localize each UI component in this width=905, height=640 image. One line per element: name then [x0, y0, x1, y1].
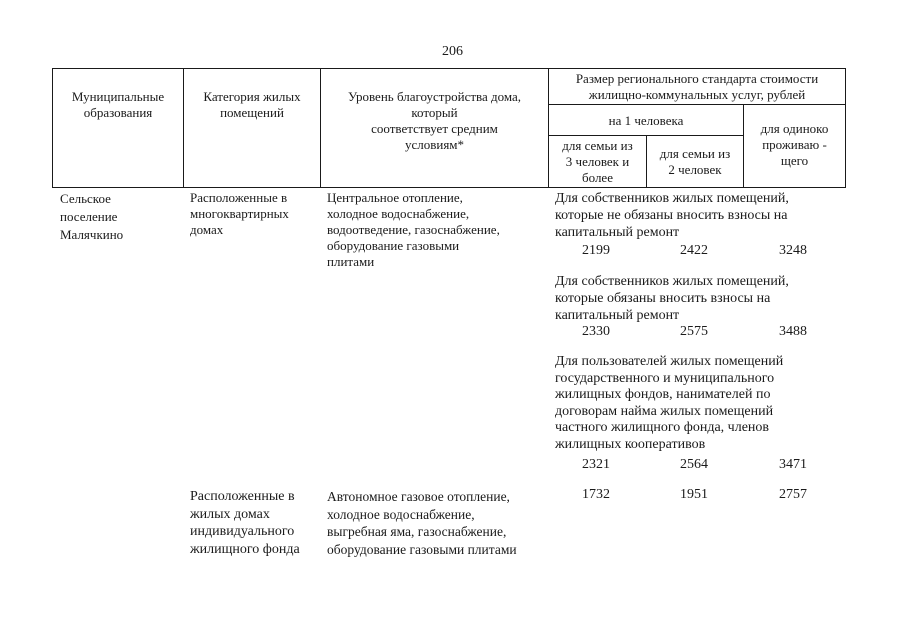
header-municipality: [53, 89, 183, 121]
group2-value-family2: 2575: [680, 324, 708, 339]
row2-level-line: холодное водоснабжение,: [327, 506, 475, 522]
group3-label-line: жилищных кооперативов: [555, 436, 706, 452]
row1-level-line: оборудование газовыми: [327, 238, 460, 253]
group3-value-family3: 2321: [582, 457, 610, 472]
header-left-border: [52, 68, 53, 188]
group1-value-single: 3248: [779, 243, 807, 258]
group3-label-line: жилищных фондов, нанимателей по: [555, 387, 771, 403]
header-subrow-line: [548, 104, 846, 105]
header-level: [321, 89, 548, 153]
row2-value-family3: 1732: [582, 487, 610, 502]
header-standard-size-line: жилищно-коммунальных услуг, рублей: [588, 87, 806, 102]
row2-value-single: 2757: [779, 487, 807, 502]
row1-level-line: холодное водоснабжение,: [327, 206, 470, 221]
row1-municipality-line: Сельское: [60, 191, 111, 206]
header-category-line: Категория жилых: [203, 89, 301, 104]
group1-label-line: которые не обязаны вносить взносы на: [555, 208, 788, 223]
header-bottom-border: [52, 187, 846, 188]
row1-municipality-line: поселение: [60, 209, 118, 224]
row1-municipality: [60, 190, 123, 244]
page-number: 206: [442, 44, 463, 59]
group1-value-family2: 2422: [680, 243, 708, 258]
group2-value-single: 3488: [779, 324, 807, 339]
group2-label: [555, 273, 789, 324]
row2-category-line: Расположенные в: [190, 489, 295, 504]
group3-value-family2: 2564: [680, 457, 708, 472]
header-standard-size-line: Размер регионального стандарта стоимости: [575, 71, 819, 86]
row1-level-line: плитами: [327, 254, 375, 269]
header-level-line: соответствует средним: [371, 121, 498, 136]
row1-category-line: домах: [190, 222, 224, 237]
header-single-line: для одиноко: [760, 121, 829, 136]
group1-value-family3: 2199: [582, 243, 610, 258]
row2-level-line: оборудование газовыми плитами: [327, 541, 517, 557]
header-municipality-line: Муниципальные: [71, 89, 165, 104]
row2-level-line: выгребная яма, газоснабжение,: [327, 524, 507, 539]
header-top-border: [52, 68, 846, 69]
header-right-border: [845, 68, 846, 188]
row1-municipality-line: Малячкино: [60, 227, 124, 242]
row1-level: [327, 190, 500, 270]
header-family-2-line: для семьи из: [659, 146, 731, 161]
group3-label: [555, 354, 783, 454]
group1-label-line: капитальный ремонт: [555, 225, 680, 240]
row1-level-line: Центральное отопление,: [327, 190, 463, 205]
group2-label-line: Для собственников жилых помещений,: [555, 274, 789, 289]
header-family-2-line: 2 человек: [668, 162, 722, 177]
group3-label-line: государственного и муниципального: [555, 370, 775, 386]
header-category-line: помещений: [220, 105, 284, 120]
group3-label-line: договорам найма жилых помещений: [555, 403, 774, 419]
header-municipality-line: образования: [83, 105, 153, 120]
group2-label-line: капитальный ремонт: [555, 308, 680, 323]
header-family-3-line: более: [582, 170, 613, 185]
row2-category-line: жилых домах: [190, 506, 270, 522]
header-family-3: [549, 138, 646, 186]
group3-value-single: 3471: [779, 457, 807, 472]
row2-category-line: жилищного фонда: [190, 541, 300, 557]
group1-label-line: Для собственников жилых помещений,: [555, 191, 789, 206]
row1-category-line: многоквартирных: [190, 206, 289, 221]
header-divider-1: [183, 68, 184, 188]
header-family-3-line: 3 человек и: [565, 154, 630, 169]
row1-level-line: водоотведение, газоснабжение,: [327, 222, 500, 237]
header-single-line: щего: [780, 153, 809, 168]
header-family-2: [647, 146, 743, 178]
group2-value-family3: 2330: [582, 324, 610, 339]
header-level-line: условиям*: [404, 137, 465, 152]
header-single-person: [744, 121, 845, 169]
group3-label-line: частного жилищного фонда, членов: [555, 420, 770, 436]
row1-category-line: Расположенные в: [190, 190, 288, 205]
row2-category-line: индивидуального: [190, 524, 295, 539]
header-single-line: проживаю -: [762, 137, 827, 152]
header-level-line: Уровень благоустройства дома,: [347, 89, 522, 104]
header-standard-size: [549, 71, 845, 103]
header-family-3-line: для семьи из: [562, 138, 633, 153]
header-level-line: который: [411, 105, 458, 120]
group1-label: [555, 190, 789, 241]
group3-label-line: Для пользователей жилых помещений: [555, 354, 784, 369]
header-per-person: на 1 человека: [608, 113, 684, 128]
row2-category: [190, 488, 300, 558]
group2-label-line: которые обязаны вносить взносы на: [555, 291, 771, 306]
row2-level: [327, 488, 517, 558]
header-category: [184, 89, 320, 121]
row2-level-line: Автономное газовое отопление,: [327, 489, 510, 504]
row2-value-family2: 1951: [680, 487, 708, 502]
row1-category: [190, 190, 289, 238]
